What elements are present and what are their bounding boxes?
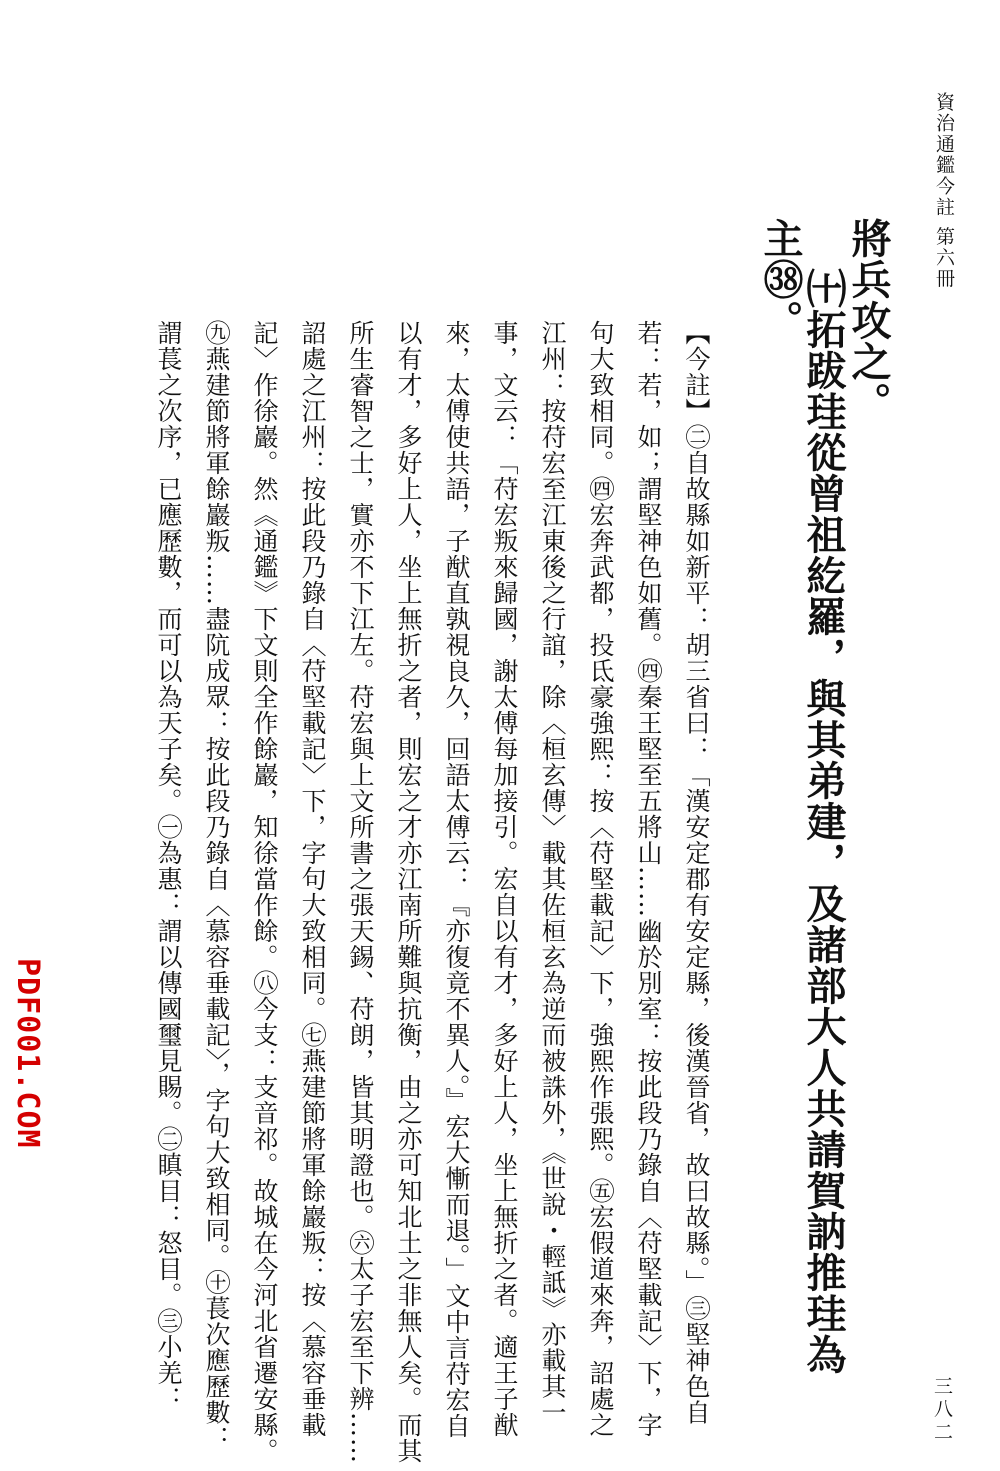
watermark-text: PDF001.COM <box>10 958 45 1149</box>
note-line: 所生睿智之士，實亦不下江左。苻宏與上文所書之張天錫、苻朗，皆其明證也。㊅太子宏至下辨…… <box>346 320 375 1464</box>
main-text-line-1: 將兵攻之。 <box>845 218 892 423</box>
note-line: 記〉作徐巖。然《通鑑》下文則全作餘巖，知徐當作餘。㊇今支：支音祁。故城在今河北省遷安縣。 <box>250 320 279 1464</box>
note-line: 詔處之江州：按此段乃錄自〈苻堅載記〉下，字句大致相同。㊆燕建節將軍餘巖叛：按〈慕容垂載 <box>298 320 327 1438</box>
page-number: 三八二 <box>931 1376 953 1445</box>
note-line: 以有才，多好上人，坐上無折之者，則宏之才亦江南所難與抗衡，由之亦可知北土之非無人矣。而其 <box>394 320 423 1464</box>
main-text-line-3: 主㊳。 <box>757 218 804 341</box>
running-header: 資治通鑑今註 第六冊 <box>933 92 955 290</box>
note-line: 句大致相同。㊃宏奔武都，投氐豪強熙：按〈苻堅載記〉下，強熙作張熙。㊄宏假道來奔，詔處之 <box>586 320 615 1438</box>
main-text-line-2: ㈩拓跋珪從曾祖紇羅，與其弟建，及諸部大人共請賀訥推珪為 <box>800 268 847 1375</box>
note-line: 來，太傅使共語，子猷直孰視良久，回語太傅云：『亦復竟不異人。』宏大慚而退。」文中言苻宏自 <box>442 320 471 1439</box>
note-line: 事，文云：「苻宏叛來歸國，謝太傅每加接引。宏自以有才，多好上人，坐上無折之者。適王子猷 <box>490 320 519 1438</box>
note-line: ㊈燕建節將軍餘巖叛……盡阬成眾：按此段乃錄自〈慕容垂載記〉，字句大致相同。㊉萇次應歷數： <box>202 320 231 1452</box>
note-line: 若：若，如；謂堅神色如舊。㊃秦王堅至五將山……幽於別室：按此段乃錄自〈苻堅載記〉下，字 <box>634 320 663 1438</box>
note-line: 江州：按苻宏至江東後之行誼，除〈桓玄傳〉載其佐桓玄為逆而被誅外，《世說・輕詆》亦載其一 <box>538 320 567 1426</box>
note-line: 謂萇之次序，已應歷數，而可以為天子矣。㊀為惠：謂以傳國璽見賜。㊁瞋目：怒目。㊂小羌： <box>154 320 183 1412</box>
note-line: 【今註】㊁自故縣如新平：胡三省曰：「漢安定郡有安定縣，後漢晉省，故曰故縣。」㊂堅神色自 <box>682 320 711 1426</box>
